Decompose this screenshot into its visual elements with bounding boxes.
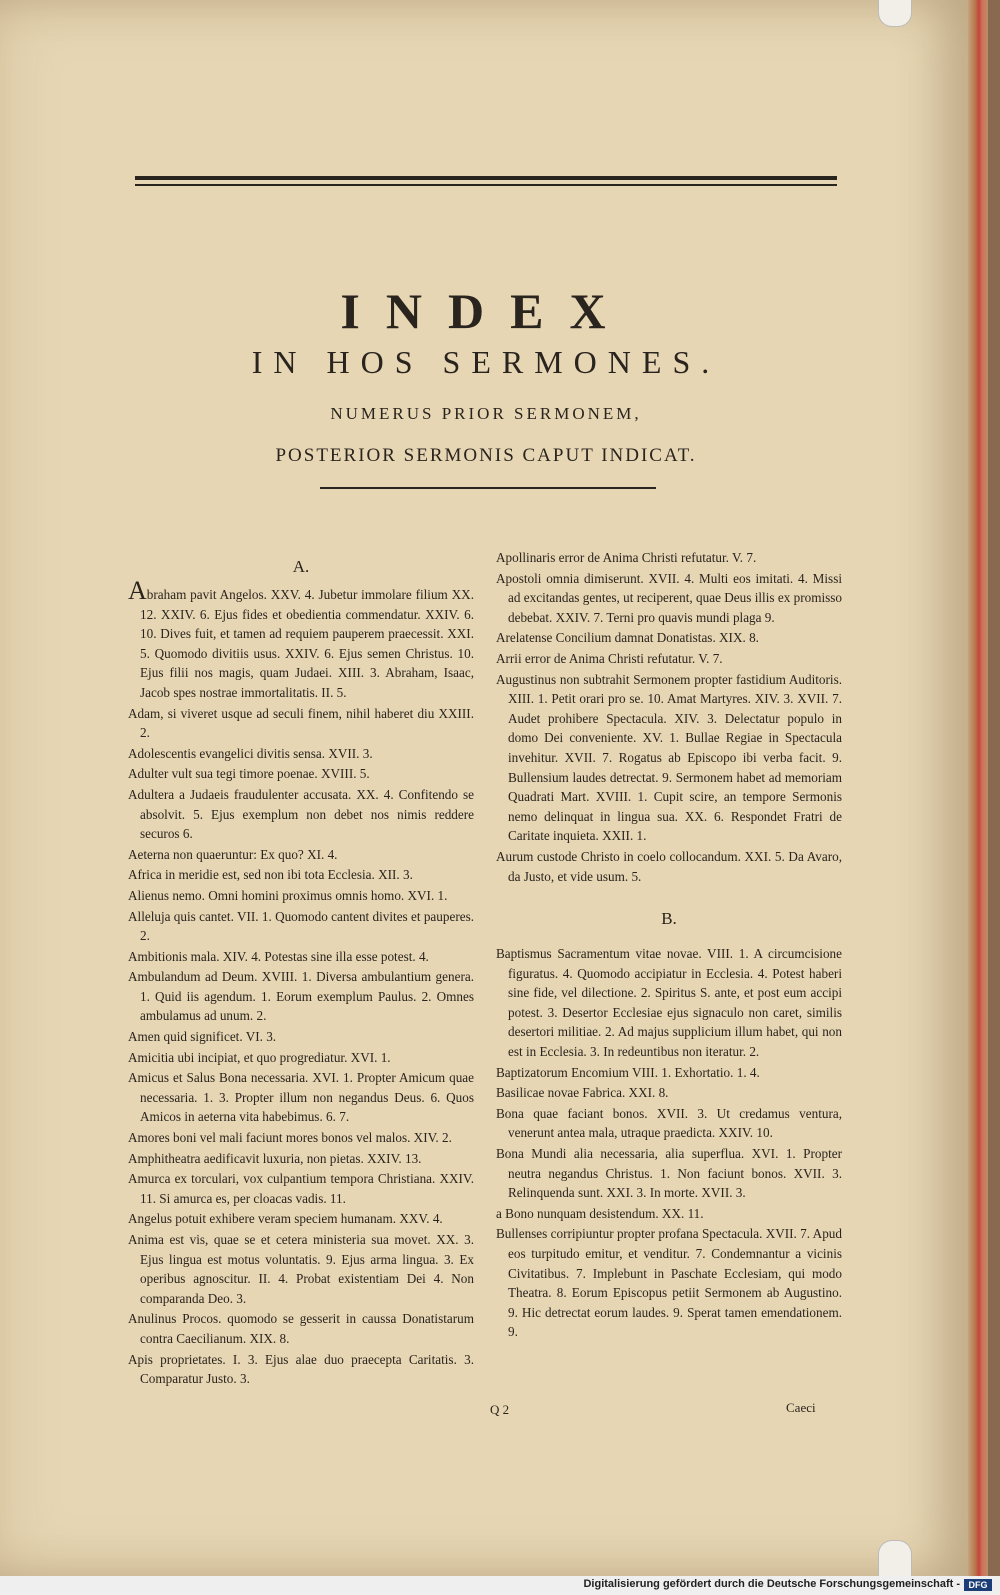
index-entry: Baptizatorum Encomium VIII. 1. Exhortatio. 1. 4. bbox=[496, 1064, 760, 1080]
title-divider bbox=[320, 487, 656, 489]
index-entry: Amen quid significet. VI. 3. bbox=[128, 1029, 277, 1045]
index-entry: Amurca ex torculari, vox culpantium tempora Christiana. XXIV. 11. Si amurca es, per cloacas vadis. 11. bbox=[128, 1171, 474, 1206]
signature-mark: Q 2 bbox=[490, 1402, 510, 1417]
index-entry: Bullenses corripiuntur propter profana Spectacula. XVII. 7. Apud eos turpitudo emitur, et venditur. 7. Condemnantur a vicinis Civitatibus. 7. Implebunt in Paschate Ecclesiam, qui modo Theatra. 8. Eorum Episcopus petiit Sermonem ab Augustino. 9. Hic detrectat eorum laudes. 9. Sperat tamen emendationem. 9. bbox=[496, 1226, 842, 1340]
index-subtitle: IN HOS SERMONES. bbox=[251, 344, 721, 380]
index-entry: Angelus potuit exhibere veram speciem humanam. XXV. 4. bbox=[128, 1211, 443, 1227]
index-entry: Alleluja quis cantet. VII. 1. Quomodo cantent divites et pauperes. 2. bbox=[128, 908, 474, 944]
left-entry-list bbox=[128, 704, 474, 1389]
section-heading-b: B. bbox=[661, 909, 677, 929]
index-title: INDEX bbox=[340, 283, 632, 339]
index-column-left bbox=[128, 554, 474, 1390]
index-entry: Arelatense Concilium damnat Donatistas. XIX. 8. bbox=[496, 630, 759, 646]
index-entry: Bona Mundi alia necessaria, alia superflua. XVI. 1. Propter neutra negandus Christus. 1. Non faciunt bonos. XVII. 3. Relinquenda sunt. XXI. 3. In morte. XVII. 3. bbox=[496, 1146, 842, 1201]
drop-cap-initial: A bbox=[128, 576, 147, 605]
index-entry: Adam, si viveret usque ad seculi finem, nihil haberet diu XXIII. 2. bbox=[128, 705, 474, 741]
index-entry: Adulter vult sua tegi timore poenae. XVIII. 5. bbox=[128, 766, 370, 782]
index-entry: Adolescentis evangelici divitis sensa. XVII. 3. bbox=[128, 745, 373, 761]
index-entry: Amores boni vel mali faciunt mores bonos vel malos. XIV. 2. bbox=[128, 1130, 452, 1146]
index-entry-abraham bbox=[128, 576, 474, 703]
index-entry: Ambulandum ad Deum. XVIII. 1. Diversa ambulantium genera. 1. Quid iis agendum. 1. Eorum exemplum Paulus. 2. Omnes ambulamus ad unum. 2. bbox=[128, 969, 474, 1024]
index-entry: Alienus nemo. Omni homini proximus omnis homo. XVI. 1. bbox=[128, 887, 448, 903]
index-entry: Arrii error de Anima Christi refutatur. V. 7. bbox=[496, 650, 723, 666]
catchword: Caeci bbox=[786, 1400, 816, 1415]
right-entry-list-a bbox=[496, 548, 842, 886]
index-entry: Baptismus Sacramentum vitae novae. VIII. 1. A circumcisione figuratus. 4. Quomodo accipiatur in Ecclesia. 4. Potest haberi sine fide, vel dilectione. 2. Spiritus S. ante, et post eum accipi potest. 3. Desertor Ecclesiae ejus signaculo non caret, similis desertori militiae. 2. Ad majus supplicium illum habet, qui non est in Ecclesia. 3. In redeuntibus non iteratur. 2. bbox=[496, 946, 842, 1060]
index-entry: Apis proprietates. I. 3. Ejus alae duo praecepta Caritatis. 3. Comparatur Justo. 3. bbox=[128, 1351, 474, 1387]
index-entry: Africa in meridie est, sed non ibi tota Ecclesia. XII. 3. bbox=[128, 867, 413, 883]
index-entry: Augustinus non subtrahit Sermonem propter fastidium Auditoris. XIII. 1. Petit orari pro se. 10. Amat Martyres. XIV. 3. XVII. 7. Audet prohibere Spectacula. XIV. 3. Delectatur populo in domo Dei conveniente. XV. 1. Bullae Regiae in Spectacula invehitur. XVII. 7. Rogatus ab Episcopo ibi verba facit. 9. Bullensium laudes detrectat. 9. Sermonem habet ad memoriam Quadrati Mart. XVIII. 1. Cupit scire, an tempore Sermonis nemo delinquat in lingua sua. XX. 6. Respondet Fratri de Caritate inquieta. XXII. 1. bbox=[496, 671, 842, 844]
index-entry: Aeterna non quaeruntur: Ex quo? XI. 4. bbox=[128, 846, 338, 862]
index-entry: Amphitheatra aedificavit luxuria, non pietas. XXIV. 13. bbox=[128, 1150, 422, 1166]
index-entry: Apollinaris error de Anima Christi refutatur. V. 7. bbox=[496, 550, 757, 565]
index-entry: Bona quae faciant bonos. XVII. 3. Ut credamus ventura, venerunt antea mala, utraque praedicta. XXIV. 10. bbox=[496, 1105, 842, 1141]
index-entry: Anima est vis, quae se et cetera ministeria sua movet. XX. 3. Ejus lingua est motus voluntatis. 9. Ejus arma lingua. 3. Ex operibus agnoscitur. II. 4. Probat existentiam Dei 4. Non comparanda Deo. 3. bbox=[128, 1232, 474, 1306]
top-double-rule-lower bbox=[135, 184, 837, 186]
index-entry-text: braham pavit Angelos. XXV. 4. Jubetur immolare filium XX. 12. XXIV. 6. Ejus fides et obedientia commendatur. XXIV. 6. 10. Dives fuit, et tamen ad requiem pauperem praecessit. XXI. 5. Quomodo divitiis usus. XXIV. 6. Ejus semen Christus. 10. Ejus filii nos magis, quam Judaei. XIII. 3. Abraham, Isaac, Jacob spes nostrae immortalitatis. II. 5. bbox=[140, 587, 474, 700]
index-entry: Amicitia ubi incipiat, et quo progrediatur. XVI. 1. bbox=[128, 1049, 391, 1065]
index-entry: Amicus et Salus Bona necessaria. XVI. 1. Propter Amicum quae necessaria. 1. 3. Propter illum non negandus Deus. 6. Quos Amicos in aeterna vita habebimus. 6. 7. bbox=[128, 1070, 474, 1125]
numbering-note-line-2: POSTERIOR SERMONIS CAPUT INDICAT. bbox=[275, 445, 697, 466]
page-edge-red bbox=[968, 0, 988, 1576]
index-entry: Anulinus Procos. quomodo se gesserit in caussa Donatistarum contra Caecilianum. XIX. 8. bbox=[128, 1311, 474, 1346]
right-entry-list-b bbox=[496, 944, 842, 1342]
clip-bottom bbox=[878, 1540, 912, 1577]
digitization-credit: Digitalisierung gefördert durch die Deutsche Forschungsgemeinschaft - bbox=[583, 1578, 960, 1590]
top-double-rule-upper bbox=[135, 176, 837, 180]
dfg-logo: DFG bbox=[964, 1579, 992, 1591]
index-entry: Aurum custode Christo in coelo collocandum. XXI. 5. Da Avaro, da Justo, et vide usum. 5. bbox=[496, 848, 842, 884]
index-entry: a Bono nunquam desistendum. XX. 11. bbox=[496, 1205, 704, 1221]
index-entry: Ambitionis mala. XIV. 4. Potestas sine illa esse potest. 4. bbox=[128, 948, 429, 964]
clip-top bbox=[878, 0, 912, 27]
numbering-note-line-1: NUMERUS PRIOR SERMONEM, bbox=[330, 404, 642, 423]
index-entry: Basilicae novae Fabrica. XXI. 8. bbox=[496, 1085, 669, 1101]
index-entry: Apostoli omnia dimiserunt. XVII. 4. Multi eos imitati. 4. Missi ad excitandas gentes, ut reciperent, quae Deus illis ex promisso debebat. XXIV. 7. Terni pro quavis mundi plaga 9. bbox=[496, 570, 842, 625]
index-entry: Adultera a Judaeis fraudulenter accusata. XX. 4. Confitendo se absolvit. 5. Ejus exemplum non debet nos nimis reddere securos 6. bbox=[128, 786, 474, 842]
section-heading-a: A. bbox=[292, 557, 310, 576]
index-column-right bbox=[496, 548, 842, 1343]
